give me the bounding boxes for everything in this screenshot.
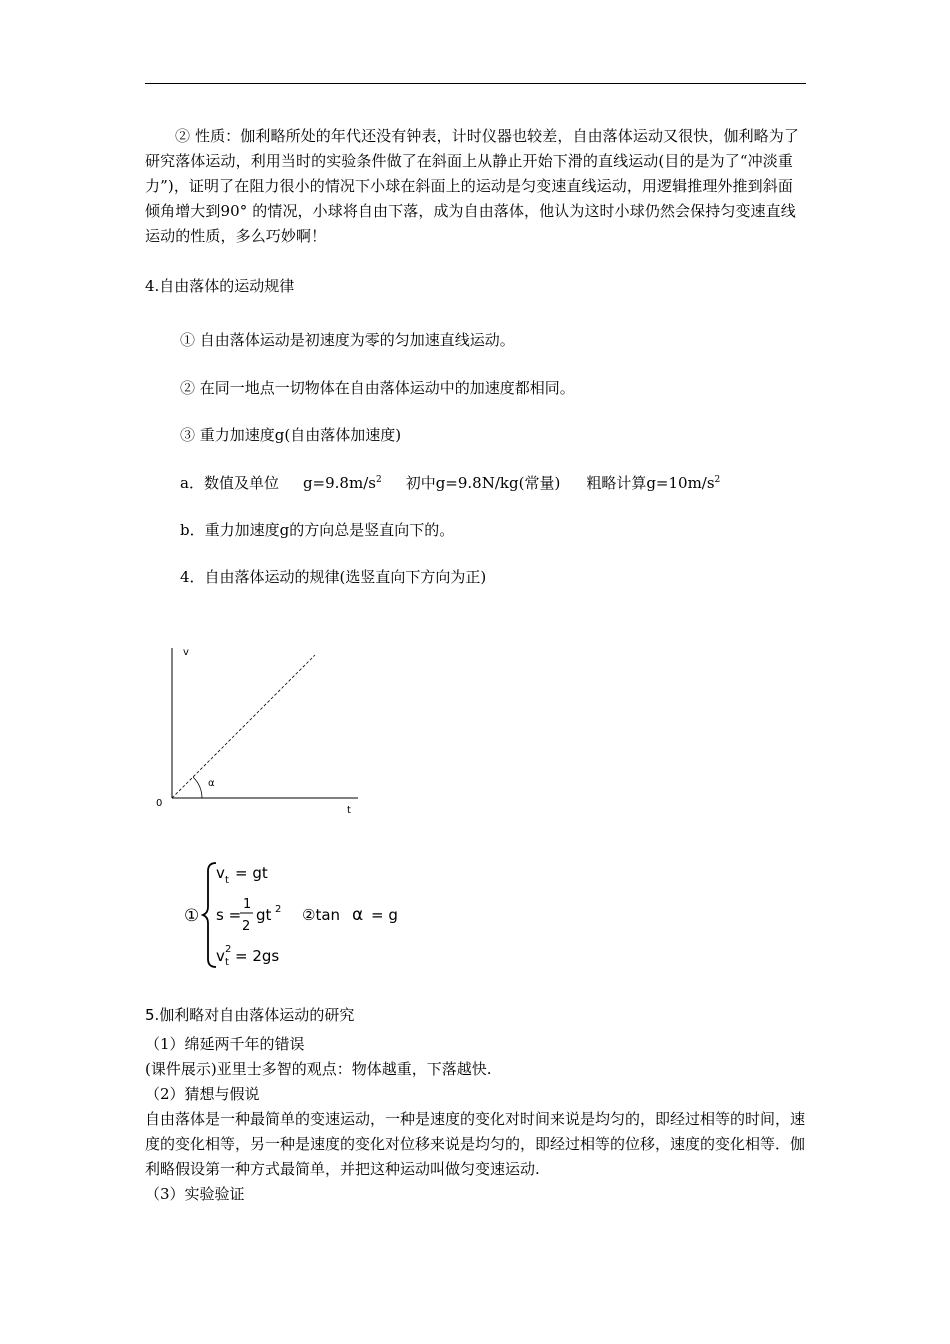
item-a-value3: 粗略计算g=10m/s — [586, 474, 715, 492]
law-item-b: b．重力加速度g的方向总是竖直向下的。 — [180, 521, 455, 539]
f2-den: 2 — [242, 919, 251, 934]
section5-heading: 5.伽利略对自由落体运动的研究 — [145, 1006, 355, 1024]
item-a-value1: g=9.8m/s — [302, 474, 376, 492]
section4-heading: 4.自由落体的运动规律 — [145, 277, 295, 295]
circle-two: ②tan — [302, 906, 341, 924]
item-a-label: a．数值及单位 — [180, 474, 279, 492]
angle-arc — [193, 777, 202, 798]
law-item-a — [180, 472, 720, 493]
system-brace — [203, 863, 216, 967]
alpha-symbol: α — [352, 905, 364, 925]
law-item-4: 4．自由落体运动的规律(选竖直向下方向为正) — [180, 568, 487, 586]
angle-label: α — [208, 778, 215, 789]
f1-rhs: = gt — [235, 864, 268, 882]
item-a-value2: 初中g=9.8N/kg(常量) — [405, 474, 561, 492]
section5-sub2: （2）猜想与假说 — [145, 1085, 260, 1103]
t-axis-label: t — [347, 805, 351, 816]
item-a-sup1: 2 — [375, 475, 382, 485]
section5-sub3: （3）实验验证 — [145, 1185, 245, 1203]
section5 — [145, 1003, 806, 1207]
f3-v: v — [216, 947, 225, 965]
f3-sup: 2 — [225, 944, 232, 955]
section5-sub1: （1）绵延两千年的错误 — [145, 1035, 305, 1053]
f2-num: 1 — [243, 897, 252, 912]
f2-sup: 2 — [275, 904, 282, 915]
formula-block — [180, 855, 420, 975]
circle-one: ① — [184, 906, 200, 926]
law-item-2: ② 在同一地点一切物体在自由落体运动中的加速度都相同。 — [180, 379, 575, 397]
velocity-line — [172, 655, 315, 798]
f3-sub: t — [225, 957, 229, 968]
header-rule — [145, 83, 806, 84]
origin-label: 0 — [156, 798, 163, 809]
f2-lhs: s = — [216, 906, 242, 924]
property-paragraph: ② 性质：伽利略所处的年代还没有钟表，计时仪器也较差，自由落体运动又很快，伽利略为了研究落体运动，利用当时的实验条件做了在斜面上从静止开始下滑的直线运动(目的是为了“冲淡重力”)，证明了在阻力很小的情况下小球在斜面上的运动是匀变速直线运动，用逻辑推理外推到斜面倾角增大到90° 的情况，小球将自由下落，成为自由落体，他认为这时小球仍然会保持匀变速直线运动的性质，多么巧妙啊！ — [145, 127, 799, 245]
f1-v: v — [216, 864, 225, 882]
law-item-1: ① 自由落体运动是初速度为零的匀加速直线运动。 — [180, 331, 515, 349]
section5-sub2-text: 自由落体是一种最简单的变速运动，一种是速度的变化对时间来说是均匀的，即经过相等的时间，速度的变化相等，另一种是速度的变化对位移来说是均匀的，即经过相等的位移，速度的变化相等．伽利略假设第一种方式最简单，并把这种运动叫做匀变速运动. — [145, 1110, 806, 1178]
f1-sub: t — [225, 875, 229, 886]
f2-rest: gt — [256, 906, 272, 924]
item-a-sup2: 2 — [714, 475, 721, 485]
section5-sub1-text: (课件展示)亚里士多智的观点：物体越重，下落越快. — [145, 1060, 492, 1078]
f3-rhs: = 2gs — [235, 947, 280, 965]
v-axis-label: v — [183, 647, 189, 658]
law-item-3: ③ 重力加速度g(自由落体加速度) — [180, 426, 402, 444]
vt-graph — [150, 640, 370, 820]
tan-eq: = g — [371, 906, 398, 924]
